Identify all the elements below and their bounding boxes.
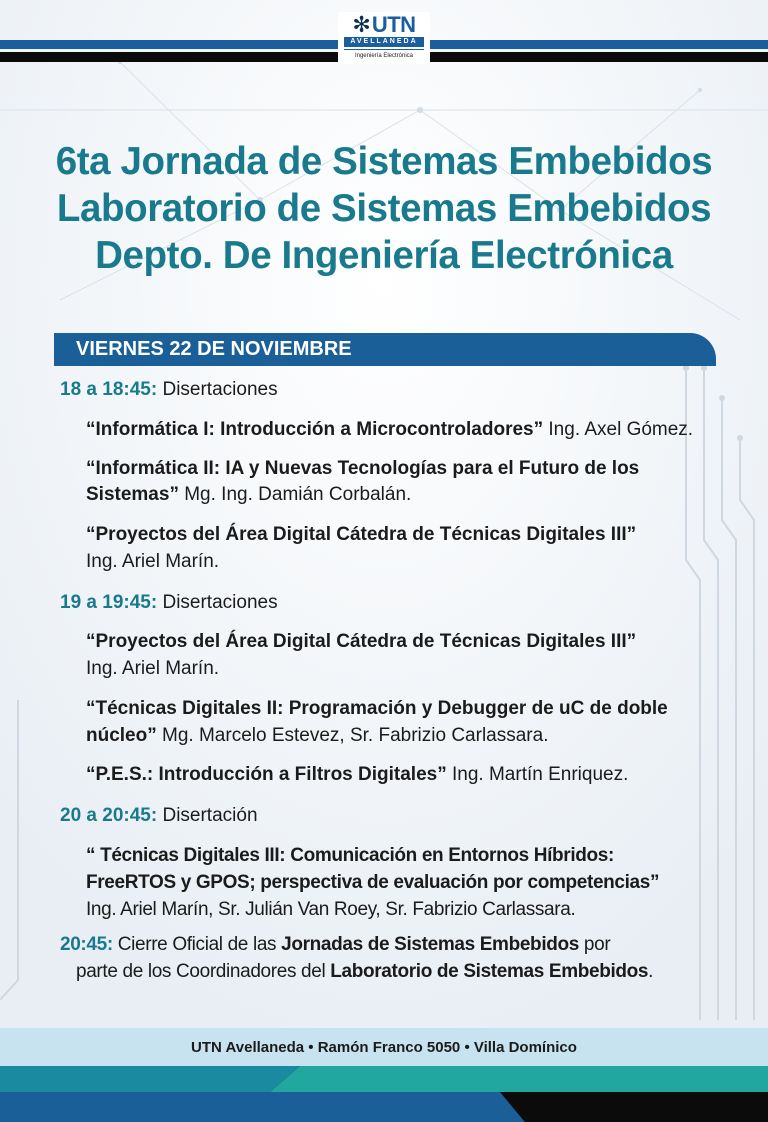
closing-end: .	[648, 961, 654, 982]
talk-item	[86, 763, 628, 787]
time-slot: 20 a 20:45:	[60, 805, 158, 826]
time-slot: 19 a 19:45:	[60, 592, 158, 613]
talk-speakers: Ing. Martín Enriquez.	[452, 764, 629, 785]
talk-title-line-2: FreeRTOS y GPOS; perspectiva de evaluación por competencias”	[86, 872, 660, 893]
closing-bold: Jornadas de Sistemas Embebidos	[281, 934, 579, 955]
date-label: VIERNES 22 DE NOVIEMBRE	[76, 338, 352, 360]
talk-title-line-2: núcleo”	[86, 725, 157, 746]
logo-subtitle: AVELLANEDA	[344, 37, 424, 47]
talk-speakers: Ing. Axel Gómez.	[548, 419, 694, 440]
title-line-3: Depto. De Ingeniería Electrónica	[95, 234, 673, 277]
closing-text: parte de los Coordinadores del	[76, 961, 326, 982]
talk-title: “P.E.S.: Introducción a Filtros Digitales”	[86, 764, 447, 785]
date-banner	[54, 333, 716, 366]
logo-department: Ingeniería Electrónica	[354, 53, 414, 59]
closing-text: por	[583, 934, 611, 955]
closing-text: Cierre Oficial de las	[117, 934, 277, 955]
closing-bold: Laboratorio de Sistemas Embebidos	[330, 961, 649, 982]
event-title	[0, 138, 768, 279]
closing-time: 20:45:	[60, 934, 113, 955]
talk-title-line-2: Sistemas”	[86, 484, 179, 505]
talk-title-line-1: “Técnicas Digitales II: Programación y Debugger de uC de doble	[86, 698, 668, 719]
title-line-1: 6ta Jornada de Sistemas Embebidos	[55, 140, 713, 183]
talk-speakers: Mg. Ing. Damián Corbalán.	[184, 484, 412, 505]
talk-speakers: Ing. Ariel Marín, Sr. Julián Van Roey, Sr. Fabrizio Carlassara.	[86, 899, 576, 920]
talk-title: “Proyectos del Área Digital Cátedra de Técnicas Digitales III”	[86, 631, 637, 652]
closing-line-2	[76, 960, 653, 984]
schedule-block-header	[60, 804, 258, 828]
footer-address: UTN Avellaneda • Ramón Franco 5050 • Villa Domínico	[191, 1039, 577, 1056]
talk-speakers: Ing. Ariel Marín.	[86, 658, 220, 679]
footer-color-bands	[0, 1066, 768, 1122]
session-type: Disertación	[162, 805, 258, 826]
logo-text: UTN	[371, 12, 416, 37]
schedule-block-header	[60, 591, 278, 615]
schedule-block-header	[60, 378, 278, 402]
utn-logo	[338, 12, 430, 64]
talk-speakers: Ing. Ariel Marín.	[86, 551, 220, 572]
talk-speakers: Mg. Marcelo Estevez, Sr. Fabrizio Carlassara.	[162, 725, 549, 746]
utn-star-icon: ✻	[352, 12, 371, 37]
talk-item	[86, 724, 548, 748]
talk-item	[86, 418, 693, 442]
header-bar-left	[0, 40, 338, 62]
header-bar-right	[430, 40, 768, 62]
closing-line-1	[60, 933, 610, 957]
title-line-2: Laboratorio de Sistemas Embebidos	[56, 187, 712, 230]
talk-title: “Informática I: Introducción a Microcontroladores”	[86, 419, 544, 440]
session-type: Disertaciones	[162, 592, 278, 613]
talk-item	[86, 483, 411, 507]
talk-title: “Proyectos del Área Digital Cátedra de Técnicas Digitales III”	[86, 524, 637, 545]
time-slot: 18 a 18:45:	[60, 379, 158, 400]
talk-title-line-1: “Informática II: IA y Nuevas Tecnologías para el Futuro de los	[86, 458, 640, 479]
footer-address-bar	[0, 1028, 768, 1066]
session-type: Disertaciones	[162, 379, 278, 400]
talk-title-line-1: “ Técnicas Digitales III: Comunicación en Entornos Híbridos:	[86, 845, 614, 866]
